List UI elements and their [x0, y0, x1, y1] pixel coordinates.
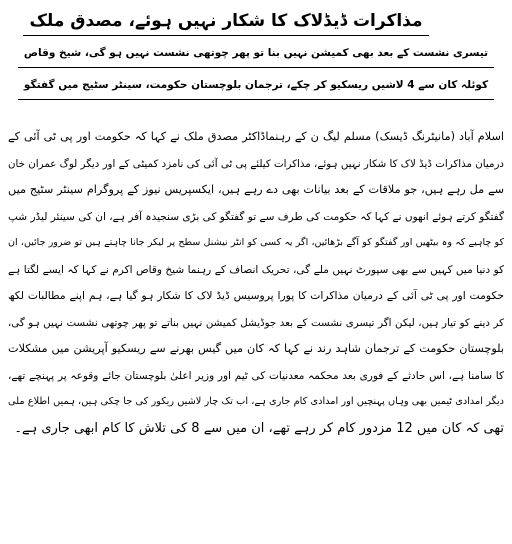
body-line: سے مل رہے ہیں، جو ملاقات کے بعد بیانات بھی دے رہے ہیں، ایکسپریس نیوز کے پروگرام سینٹر سٹیج میں	[8, 183, 504, 196]
headline-2	[16, 38, 496, 70]
body-line: اسلام آباد (مانیٹرنگ ڈیسک) مسلم لیگ ن کے رہنماڈاکٹر مصدق ملک نے کہا کہ حکومت اور پی ٹی آئی کے	[8, 130, 504, 143]
headline-3-text: کوئلہ کان سے 4 لاشیں ریسکیو کر چکے، ترجمان بلوچستان حکومت، سینٹر سٹیج میں گفتگو	[23, 79, 489, 91]
headline-3-underline	[18, 99, 494, 101]
body-line: کر دینے کو تیار ہیں، لیکن اگر تیسری نشست کے بعد جوڈیشل کمیشن نہیں بناتے تو پھر چوتھی نشست نہیں ہو گی،	[8, 316, 504, 329]
body-line: حکومت اور پی ٹی آئی کے درمیان مذاکرات کا پورا پروسیس ڈیڈ لاک کا شکار ہو گیا ہے، ہم اپنے مطالبات لکھ	[8, 289, 504, 302]
headlines	[8, 6, 504, 102]
headline-1-text: مذاکرات ڈیڈلاک کا شکار نہیں ہوئے، مصدق ملک	[29, 11, 423, 31]
headline-row-2	[8, 38, 504, 70]
headline-row-1	[8, 6, 504, 38]
headline-3	[16, 70, 496, 102]
article-body	[8, 124, 504, 442]
body-line: کا سامنا ہے، اس حادثے کے فوری بعد محکمہ معدنیات کی ٹیم اور وزیر اعلیٰ بلوچستان جائے وقوعہ پر پہنچے تھے،	[8, 369, 504, 382]
body-line: کو دنیا میں کہیں سے بھی سپورٹ نہیں ملے گی، تحریک انصاف کے رہنما شیخ وقاص اکرم نے کہا کہ ایسے لگتا ہے	[8, 263, 504, 276]
headline-2-text: تیسری نشست کے بعد بھی کمیشن نہیں بنا تو پھر چوتھی نشست نہیں ہو گی، شیخ وقاص	[23, 47, 489, 59]
body-line: کو چاہیے کہ وہ بیٹھیں اور گفتگو کو آگے بڑھائیں، اگر یہ کسی کو انٹر نیشنل سطح پر لیکر جانا چاہتے ہیں تو ضرور جائیں، ان	[8, 237, 504, 248]
headline-1-underline	[23, 35, 428, 37]
body-line: گفتگو کرتے ہوئے انھوں نے کہا کہ حکومت کی طرف سے تو گفتگو کی بڑی سنجیدہ آفر ہے، ان کی سینئر لیڈر شپ	[8, 210, 504, 223]
body-line: دیگر امدادی ٹیمیں بھی وہاں پہنچیں اور امدادی کام جاری ہے، اب تک چار لاشیں ریکور کی جا چکی ہیں، ہمیں اطلاع ملی	[8, 396, 504, 407]
headline-2-underline	[18, 67, 494, 69]
body-line: بلوچستان حکومت کے ترجمان شاہد رند نے کہا کہ کان میں گیس بھرنے سے ریسکیو آپریشن میں مشکلات	[8, 342, 504, 355]
headline-row-3	[8, 70, 504, 102]
body-line: تھی کہ کان میں 12 مزدور کام کر رہے تھے، ان میں سے 8 کی تلاش کا کام ابھی جاری ہے۔	[14, 420, 504, 436]
body-line: درمیان مذاکرات ڈیڈ لاک کا شکار نہیں ہوئے، مذاکرات کیلئے پی ٹی آئی کی نامزد کمیٹی کے اور دیگر لوگ عمران خان	[8, 157, 504, 170]
headline-1	[21, 6, 430, 38]
